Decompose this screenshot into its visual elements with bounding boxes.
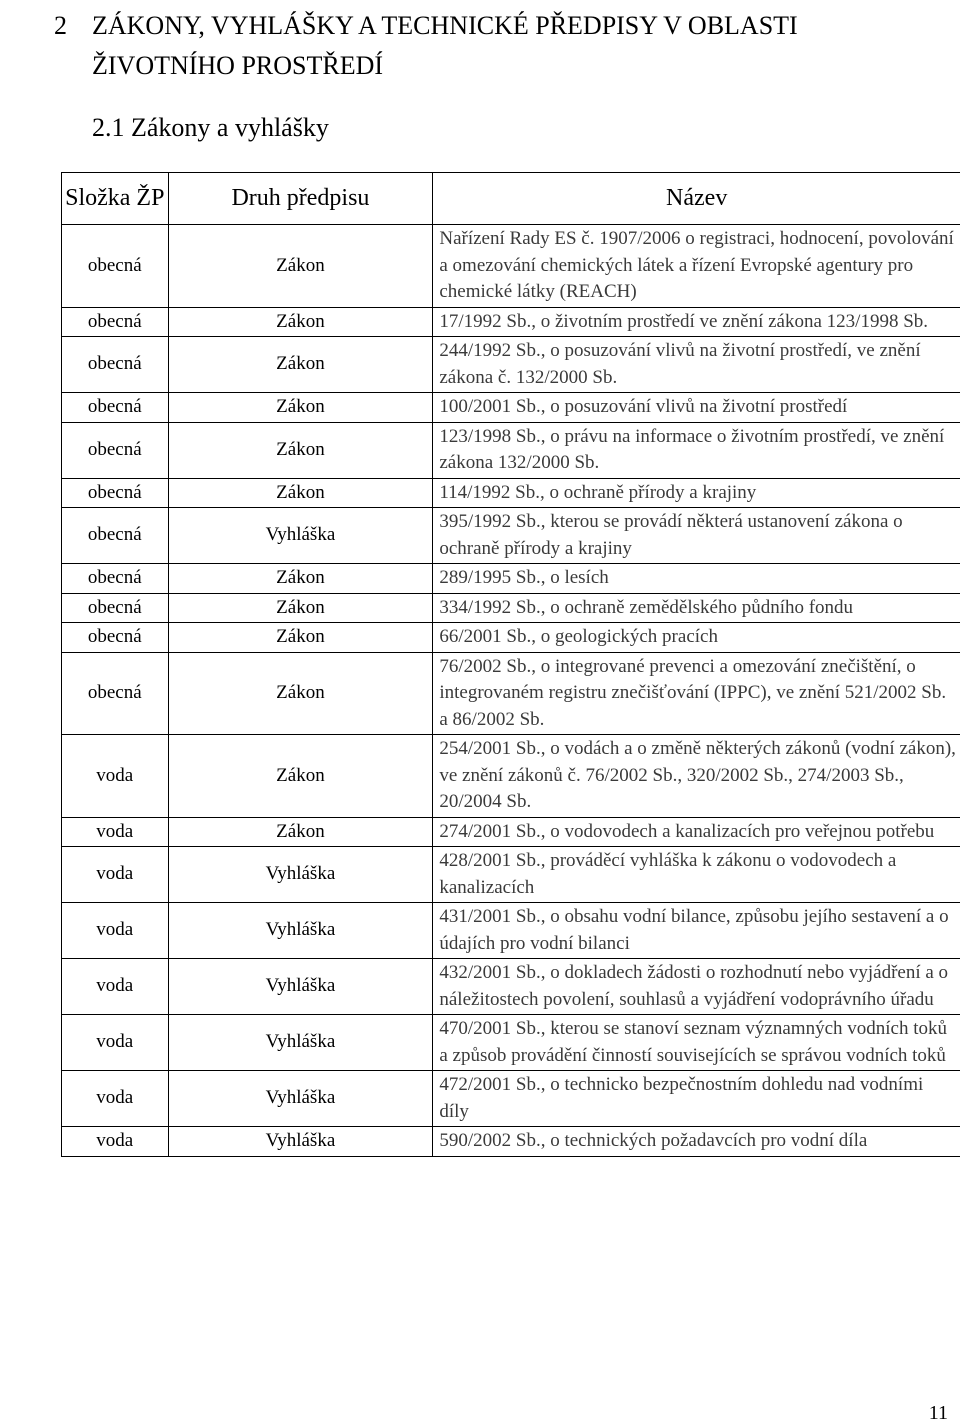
header-druh: Druh předpisu [168,173,433,225]
cell-slozka: obecná [62,225,169,308]
cell-slozka: voda [62,1071,169,1127]
cell-druh: Zákon [168,593,433,623]
table-row [62,903,960,959]
section-title: ZÁKONY, VYHLÁŠKY A TECHNICKÉ PŘEDPISY V OBLASTI ŽIVOTNÍHO PROSTŘEDÍ [92,11,798,80]
cell-slozka: voda [62,959,169,1015]
cell-druh: Vyhláška [168,847,433,903]
cell-nazev: 114/1992 Sb., o ochraně přírody a krajiny [433,478,960,508]
cell-slozka: obecná [62,623,169,653]
cell-nazev: 432/2001 Sb., o dokladech žádosti o rozhodnutí nebo vyjádření a o náležitostech povolení, souhlasů a vyjádření vodoprávního úřadu [433,959,960,1015]
cell-druh: Zákon [168,478,433,508]
cell-slozka: voda [62,847,169,903]
page-number: 11 [928,1402,948,1424]
table-row [62,652,960,735]
table-row [62,564,960,594]
cell-slozka: obecná [62,564,169,594]
cell-nazev: 66/2001 Sb., o geologických pracích [433,623,960,653]
table-row [62,337,960,393]
cell-druh: Vyhláška [168,508,433,564]
cell-druh: Zákon [168,623,433,653]
table-row [62,1015,960,1071]
table-row [62,1071,960,1127]
table-row [62,593,960,623]
cell-nazev: Nařízení Rady ES č. 1907/2006 o registraci, hodnocení, povolování a omezování chemických látek a řízení Evropské agentury pro chemické látky (REACH) [433,225,960,308]
laws-table [61,172,960,1157]
table-row [62,623,960,653]
cell-slozka: obecná [62,422,169,478]
table-row [62,847,960,903]
cell-druh: Zákon [168,393,433,423]
cell-slozka: voda [62,1127,169,1157]
cell-nazev: 244/1992 Sb., o posuzování vlivů na životní prostředí, ve znění zákona č. 132/2000 Sb. [433,337,960,393]
cell-nazev: 590/2002 Sb., o technických požadavcích pro vodní díla [433,1127,960,1157]
cell-nazev: 254/2001 Sb., o vodách a o změně některých zákonů (vodní zákon), ve znění zákonů č. 76/2002 Sb., 320/2002 Sb., 274/2003 Sb., 20/2004 Sb. [433,735,960,818]
cell-druh: Zákon [168,564,433,594]
cell-slozka: voda [62,735,169,818]
cell-druh: Zákon [168,817,433,847]
table-row [62,393,960,423]
cell-druh: Vyhláška [168,959,433,1015]
cell-slozka: obecná [62,393,169,423]
cell-druh: Vyhláška [168,903,433,959]
cell-nazev: 431/2001 Sb., o obsahu vodní bilance, způsobu jejího sestavení a o údajích pro vodní bilanci [433,903,960,959]
cell-druh: Zákon [168,422,433,478]
table-row [62,508,960,564]
cell-druh: Zákon [168,307,433,337]
cell-nazev: 428/2001 Sb., prováděcí vyhláška k zákonu o vodovodech a kanalizacích [433,847,960,903]
cell-nazev: 123/1998 Sb., o právu na informace o životním prostředí, ve znění zákona 132/2000 Sb. [433,422,960,478]
table-row [62,735,960,818]
table-row [62,225,960,308]
cell-nazev: 17/1992 Sb., o životním prostředí ve znění zákona 123/1998 Sb. [433,307,960,337]
cell-druh: Zákon [168,225,433,308]
cell-slozka: obecná [62,508,169,564]
header-slozka: Složka ŽP [62,173,169,225]
cell-slozka: voda [62,903,169,959]
table-row [62,478,960,508]
cell-slozka: obecná [62,478,169,508]
cell-slozka: voda [62,817,169,847]
table-row [62,959,960,1015]
cell-nazev: 76/2002 Sb., o integrované prevenci a omezování znečištění, o integrovaném registru znečišťování (IPPC), ve znění 521/2002 Sb. a 86/2002 Sb. [433,652,960,735]
cell-slozka: obecná [62,337,169,393]
table-row [62,1127,960,1157]
cell-druh: Zákon [168,652,433,735]
cell-druh: Vyhláška [168,1071,433,1127]
cell-nazev: 334/1992 Sb., o ochraně zemědělského půdního fondu [433,593,960,623]
cell-druh: Vyhláška [168,1127,433,1157]
cell-nazev: 472/2001 Sb., o technicko bezpečnostním dohledu nad vodními díly [433,1071,960,1127]
cell-nazev: 395/1992 Sb., kterou se provádí některá ustanovení zákona o ochraně přírody a krajiny [433,508,960,564]
subsection-heading: 2.1 Zákony a vyhlášky [92,113,329,142]
cell-nazev: 289/1995 Sb., o lesích [433,564,960,594]
cell-nazev: 274/2001 Sb., o vodovodech a kanalizacích pro veřejnou potřebu [433,817,960,847]
cell-slozka: voda [62,1015,169,1071]
cell-nazev: 100/2001 Sb., o posuzování vlivů na životní prostředí [433,393,960,423]
cell-nazev: 470/2001 Sb., kterou se stanoví seznam významných vodních toků a způsob provádění činností souvisejících se správou vodních toků [433,1015,960,1071]
table-row [62,307,960,337]
table-row [62,817,960,847]
cell-druh: Vyhláška [168,1015,433,1071]
cell-slozka: obecná [62,652,169,735]
section-number: 2 [54,11,67,40]
cell-slozka: obecná [62,593,169,623]
cell-druh: Zákon [168,337,433,393]
cell-slozka: obecná [62,307,169,337]
table-header-row [62,173,960,225]
header-nazev: Název [433,173,960,225]
table-row [62,422,960,478]
cell-druh: Zákon [168,735,433,818]
